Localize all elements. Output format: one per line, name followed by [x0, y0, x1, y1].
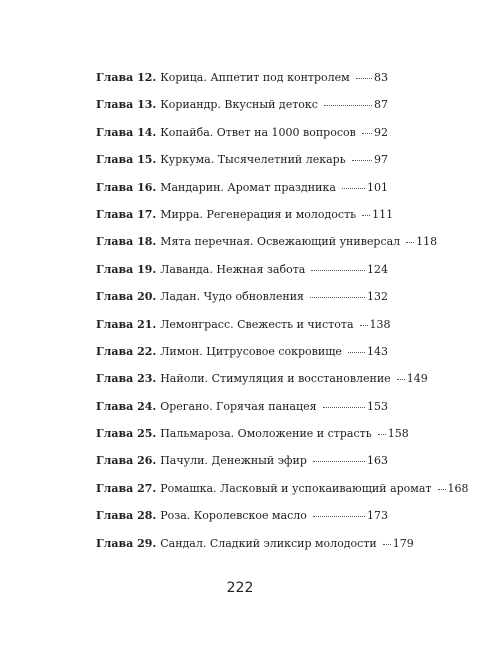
chapter-title: Ладан. Чудо обновления	[160, 290, 304, 304]
dot-leader	[310, 297, 365, 298]
chapter-page: 168	[447, 481, 469, 495]
chapter-page: 124	[367, 262, 388, 276]
toc-entry	[96, 204, 394, 226]
toc-entry	[96, 314, 391, 336]
toc-entry	[96, 94, 388, 116]
chapter-page: 101	[367, 180, 388, 194]
chapter-number: Глава 23.	[96, 372, 157, 386]
chapter-number: Глава 29.	[96, 536, 157, 550]
chapter-page: 173	[367, 509, 388, 523]
toc-entry	[96, 478, 469, 500]
chapter-page: 179	[392, 536, 414, 550]
toc-entry	[96, 149, 388, 171]
chapter-number: Глава 25.	[96, 427, 157, 441]
chapter-page: 118	[416, 235, 438, 249]
chapter-number: Глава 20.	[96, 290, 157, 304]
chapter-title: Орегано. Горячая панацея	[160, 399, 317, 413]
dot-leader	[378, 434, 386, 435]
chapter-title: Копайба. Ответ на 1000 вопросов	[160, 125, 356, 139]
toc-entry	[96, 177, 388, 199]
chapter-number: Глава 21.	[96, 317, 157, 331]
page-number: 222	[226, 580, 254, 596]
chapter-title: Корица. Аппетит под контролем	[160, 71, 350, 84]
toc-entry	[96, 67, 388, 89]
chapter-number: Глава 26.	[96, 454, 157, 468]
dot-leader	[397, 379, 405, 380]
chapter-title: Ромашка. Ласковый и успокаивающий аромат	[160, 481, 432, 495]
chapter-page: 83	[374, 71, 388, 84]
dot-leader	[352, 160, 372, 161]
chapter-page: 111	[372, 207, 394, 221]
dot-leader	[406, 242, 414, 243]
chapter-title: Пальмароза. Омоложение и страсть	[160, 427, 372, 441]
chapter-page: 97	[374, 153, 388, 167]
chapter-page: 149	[406, 372, 428, 386]
chapter-title: Пачули. Денежный эфир	[160, 454, 307, 468]
chapter-number: Глава 14.	[96, 125, 157, 139]
chapter-page: 143	[367, 344, 388, 358]
dot-leader	[313, 516, 365, 517]
toc-entry	[96, 396, 388, 418]
chapter-number: Глава 17.	[96, 207, 157, 221]
chapter-title: Куркума. Тысячелетний лекарь	[160, 153, 346, 167]
toc-entry	[96, 450, 388, 472]
chapter-page: 87	[374, 98, 388, 112]
dot-leader	[311, 270, 365, 271]
toc-entry	[96, 368, 428, 390]
toc-entry	[96, 341, 388, 363]
chapter-title: Мирра. Регенерация и молодость	[160, 207, 357, 221]
chapter-title: Лемонграсс. Свежесть и чистота	[160, 317, 354, 331]
chapter-number: Глава 22.	[96, 344, 157, 358]
toc-entry	[96, 505, 388, 527]
chapter-number: Глава 15.	[96, 153, 157, 167]
chapter-title: Мята перечная. Освежающий универсал	[160, 235, 401, 249]
dot-leader	[356, 78, 372, 79]
chapter-title: Сандал. Сладкий эликсир молодости	[160, 536, 377, 550]
chapter-page: 92	[374, 125, 388, 139]
table-of-contents	[96, 67, 469, 560]
toc-entry	[96, 286, 388, 308]
chapter-page: 132	[367, 290, 388, 304]
chapter-page: 163	[367, 454, 388, 468]
dot-leader	[362, 215, 370, 216]
dot-leader	[342, 188, 365, 189]
chapter-title: Мандарин. Аромат праздника	[160, 180, 336, 194]
dot-leader	[348, 352, 365, 353]
chapter-number: Глава 13.	[96, 98, 157, 112]
chapter-number: Глава 28.	[96, 509, 157, 523]
dot-leader	[323, 407, 365, 408]
dot-leader	[324, 105, 372, 106]
chapter-number: Глава 18.	[96, 235, 157, 249]
chapter-number: Глава 16.	[96, 180, 157, 194]
chapter-title: Кориандр. Вкусный детокс	[160, 98, 318, 112]
dot-leader	[313, 461, 365, 462]
toc-entry	[96, 533, 414, 555]
chapter-number: Глава 19.	[96, 262, 157, 276]
dot-leader	[362, 133, 372, 134]
chapter-title: Найоли. Стимуляция и восстановление	[160, 372, 391, 386]
dot-leader	[383, 544, 391, 545]
chapter-page: 153	[367, 399, 388, 413]
toc-entry	[96, 231, 438, 253]
toc-entry	[96, 423, 409, 445]
chapter-title: Роза. Королевское масло	[160, 509, 307, 523]
chapter-page: 158	[387, 427, 409, 441]
toc-entry	[96, 122, 388, 144]
chapter-number: Глава 24.	[96, 399, 157, 413]
chapter-page: 138	[369, 317, 391, 331]
chapter-title: Лаванда. Нежная забота	[160, 262, 306, 276]
dot-leader	[360, 325, 368, 326]
chapter-number: Глава 27.	[96, 481, 157, 495]
dot-leader	[438, 489, 446, 490]
chapter-number: Глава 12.	[96, 71, 157, 84]
toc-entry	[96, 259, 388, 281]
chapter-title: Лимон. Цитрусовое сокровище	[160, 344, 342, 358]
